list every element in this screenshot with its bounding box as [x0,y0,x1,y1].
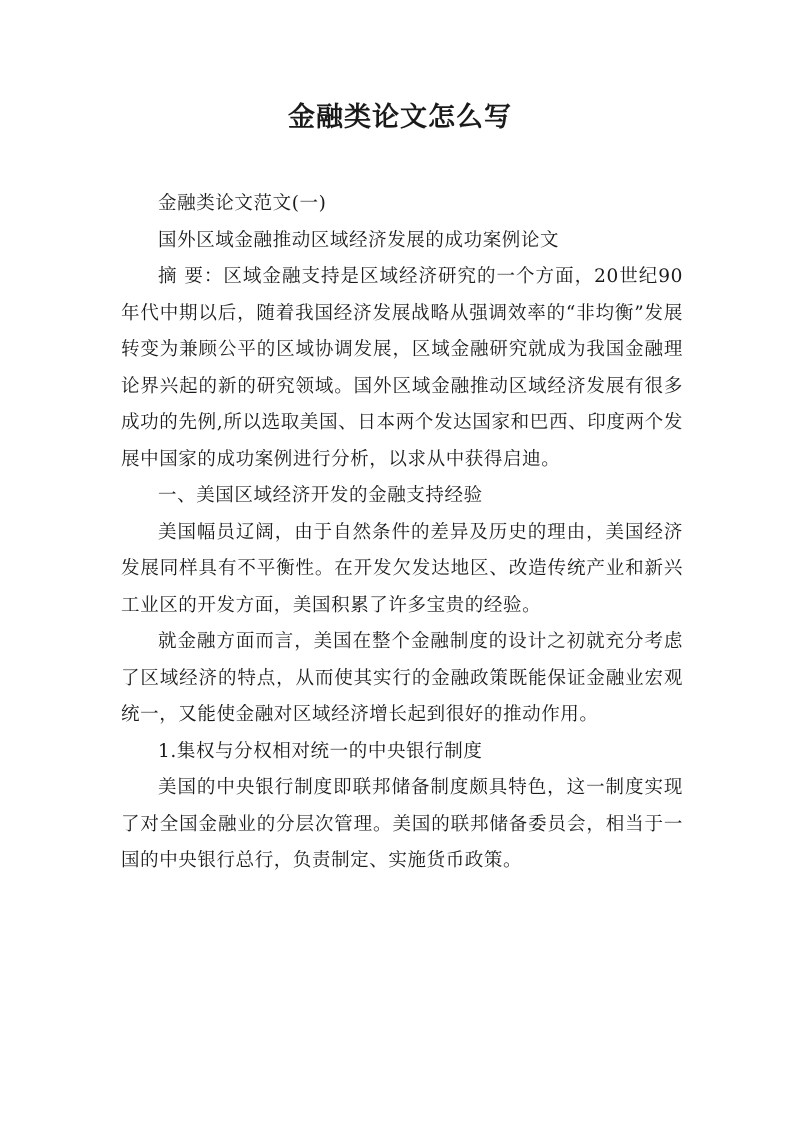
paragraph-sample-label: 金融类论文范文(一) [158,193,327,214]
paragraph-body: 美国的中央银行制度即联邦储备制度颇具特色，这一制度实现了对全国金融业的分层次管理。美国的联邦储备委员会，相当于一国的中央银行总行，负责制定、实施货币政策。 [121,777,683,871]
paragraph-paper-title: 国外区域金融推动区域经济发展的成功案例论文 [158,229,560,251]
paragraph-section-heading: 一、美国区域经济开发的金融支持经验 [158,485,483,506]
paragraph-abstract: 摘 要：区域金融支持是区域经济研究的一个方面，20世纪90年代中期以后，随着我国经济发展战略从强调效率的“非均衡”发展转变为兼顾公平的区域协调发展，区域金融研究就成为我国金融理论界兴起的新的研究领域。国外区域金融推动区域经济发展有很多成功的先例,所以选取美国、日本两个发达国家和巴西、印度两个发展中国家的成功案例进行分析，以求从中获得启迪。 [121,266,683,470]
document-title: 金融类论文怎么写 [288,102,512,133]
paragraph-subheading: 1.集权与分权相对统一的中央银行制度 [158,740,483,762]
paragraph-body: 美国幅员辽阔，由于自然条件的差异及历史的理由，美国经济发展同样具有不平衡性。在开发欠发达地区、改造传统产业和新兴工业区的开发方面，美国积累了许多宝贵的经验。 [121,521,683,616]
document-body [121,186,683,880]
paragraph-body: 就金融方面而言，美国在整个金融制度的设计之初就充分考虑了区域经济的特点，从而使其实行的金融政策既能保证金融业宏观统一，又能使金融对区域经济增长起到很好的推动作用。 [121,631,683,725]
